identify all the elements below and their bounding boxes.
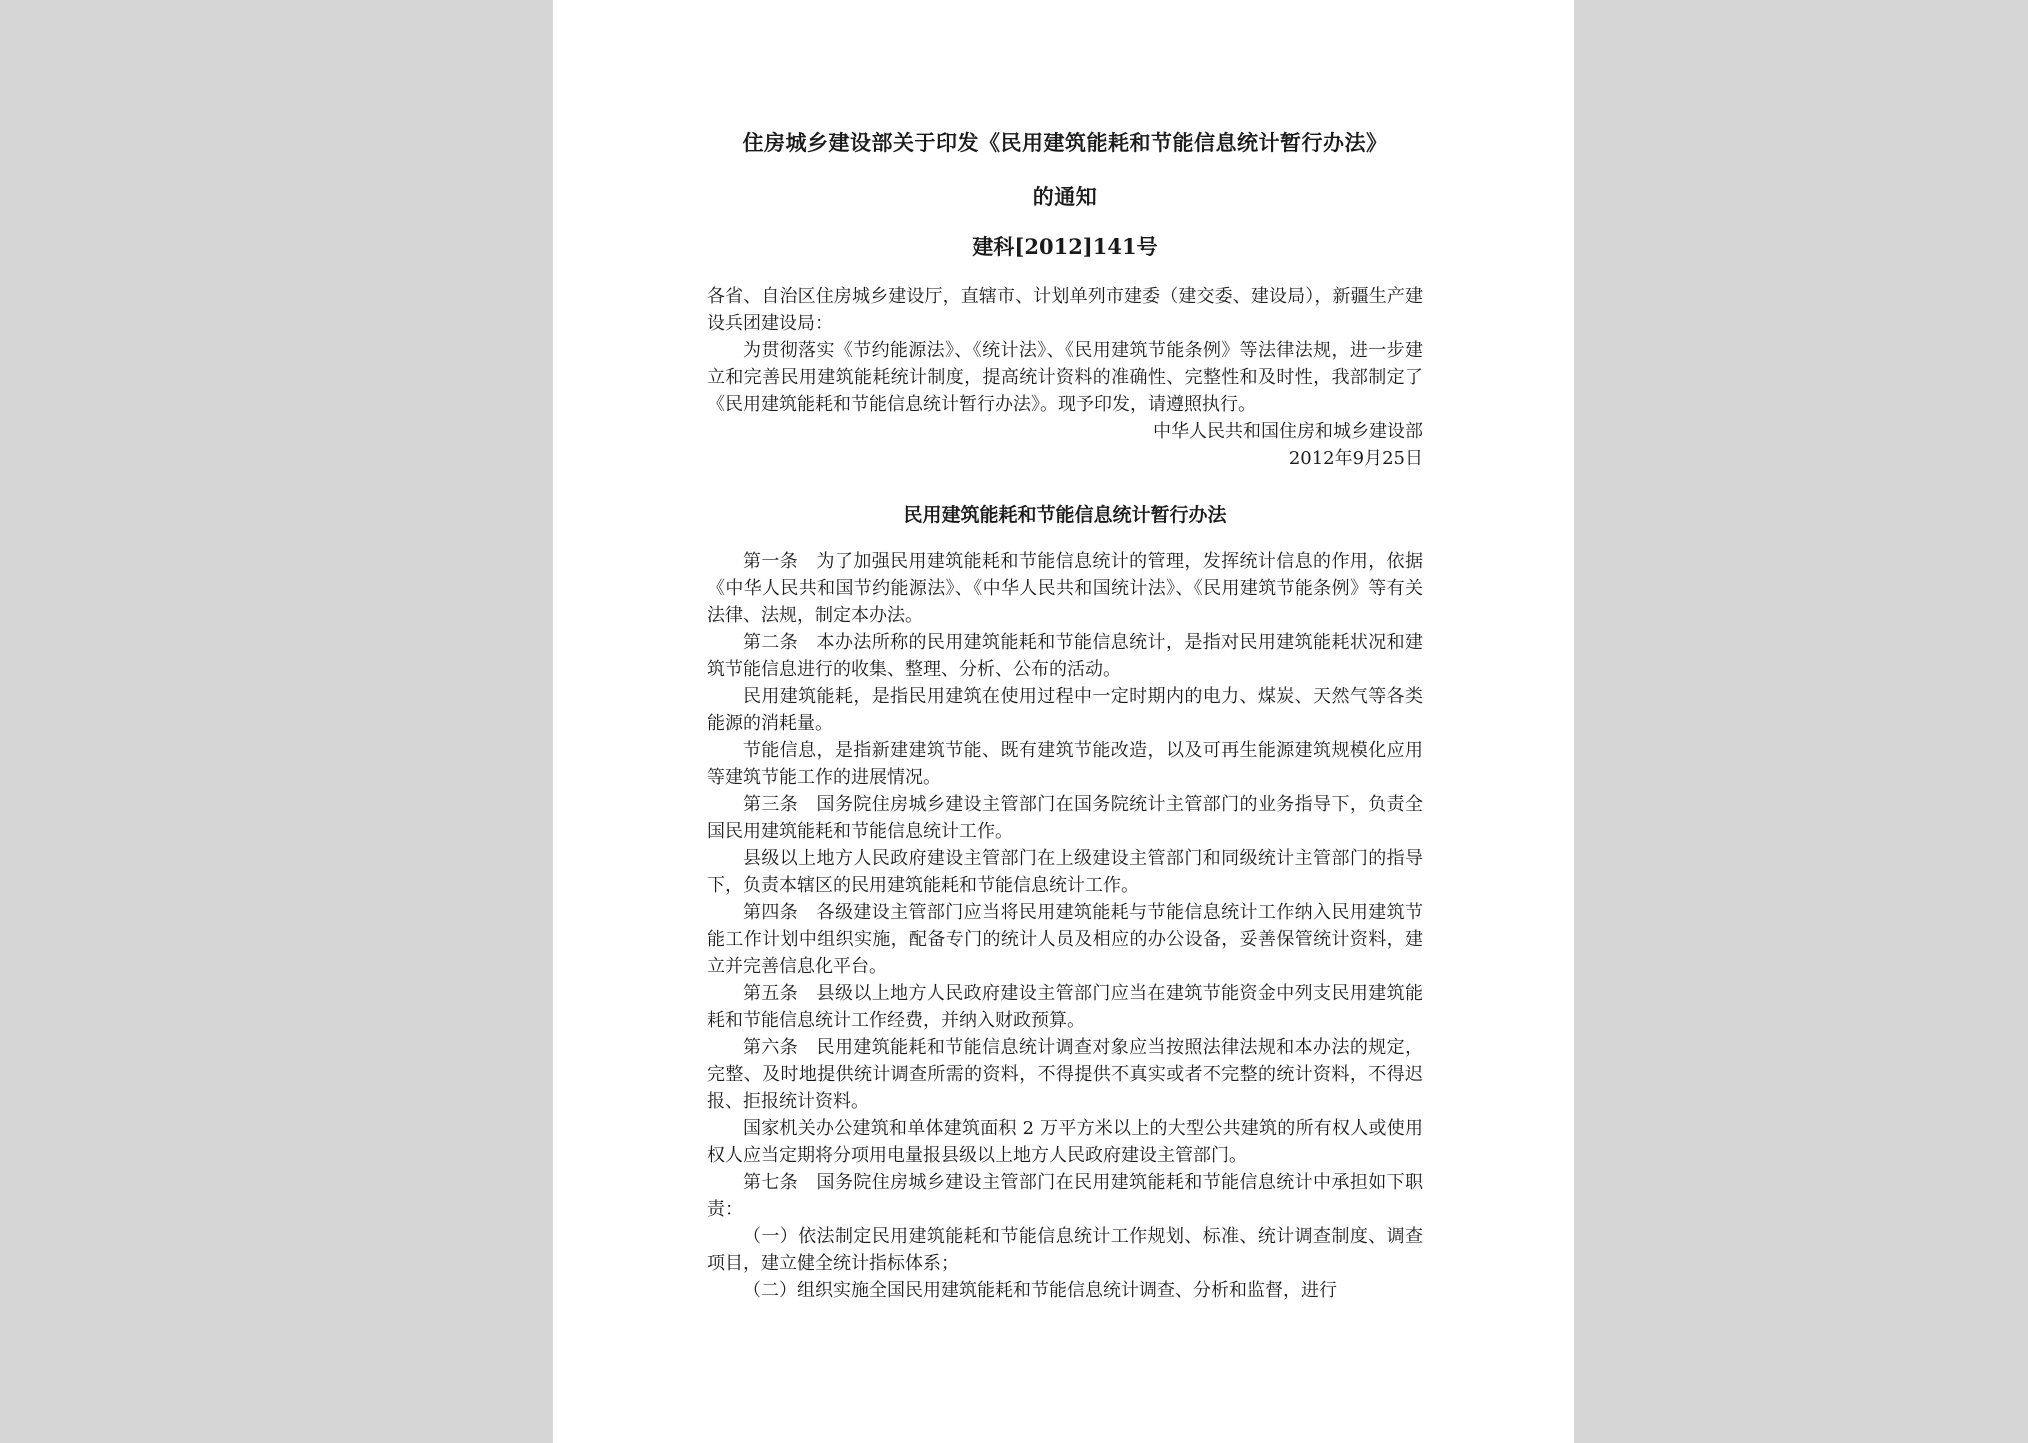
measures-paragraph: 第七条 国务院住房城乡建设主管部门在民用建筑能耗和节能信息统计中承担如下职责： xyxy=(707,1172,1423,1220)
measures-paragraph: 国家机关办公建筑和单体建筑面积 2 万平方米以上的大型公共建筑的所有权人或使用权人应当定期将分项用电量报县级以上地方人民政府建设主管部门。 xyxy=(707,1118,1423,1166)
issue-date: 2012年9月25日 xyxy=(1288,448,1423,469)
measures-paragraph: 第五条 县级以上地方人民政府建设主管部门应当在建筑节能资金中列支民用建筑能耗和节能信息统计工作经费，并纳入财政预算。 xyxy=(707,983,1423,1031)
document-page xyxy=(553,0,1574,1443)
measures-paragraph: 县级以上地方人民政府建设主管部门在上级建设主管部门和同级统计主管部门的指导下，负责本辖区的民用建筑能耗和节能信息统计工作。 xyxy=(707,848,1423,896)
notice-body: 为贯彻落实《节约能源法》、《统计法》、《民用建筑节能条例》等法律法规，进一步建立和完善民用建筑能耗统计制度，提高统计资料的准确性、完整性和及时性，我部制定了《民用建筑能耗和节能信息统计暂行办法》。现予印发，请遵照执行。 xyxy=(707,340,1423,415)
notice-title-line1: 住房城乡建设部关于印发《民用建筑能耗和节能信息统计暂行办法》 xyxy=(742,130,1388,155)
document-number: 建科[2012]141号 xyxy=(972,234,1158,259)
addressee: 各省、自治区住房城乡建设厅，直辖市、计划单列市建委（建交委、建设局），新疆生产建设兵团建设局： xyxy=(707,286,1423,334)
measures-paragraph: 第六条 民用建筑能耗和节能信息统计调查对象应当按照法律法规和本办法的规定，完整、及时地提供统计调查所需的资料，不得提供不真实或者不完整的统计资料，不得迟报、拒报统计资料。 xyxy=(707,1037,1423,1112)
measures-paragraph: 节能信息，是指新建建筑节能、既有建筑节能改造，以及可再生能源建筑规模化应用等建筑节能工作的进展情况。 xyxy=(707,740,1423,788)
measures-paragraph: （二）组织实施全国民用建筑能耗和节能信息统计调查、分析和监督，进行 xyxy=(743,1280,1337,1301)
measures-paragraph: 第二条 本办法所称的民用建筑能耗和节能信息统计，是指对民用建筑能耗状况和建筑节能信息进行的收集、整理、分析、公布的活动。 xyxy=(707,632,1423,680)
notice-title-line2: 的通知 xyxy=(1032,184,1098,209)
issuer: 中华人民共和国住房和城乡建设部 xyxy=(1153,421,1423,442)
measures-paragraph: 第一条 为了加强民用建筑能耗和节能信息统计的管理，发挥统计信息的作用，依据《中华人民共和国节约能源法》、《中华人民共和国统计法》、《民用建筑节能条例》等有关法律、法规，制定本办法。 xyxy=(707,551,1423,626)
measures-paragraph: （一）依法制定民用建筑能耗和节能信息统计工作规划、标准、统计调查制度、调查项目，建立健全统计指标体系； xyxy=(707,1226,1423,1274)
measures-paragraph: 第三条 国务院住房城乡建设主管部门在国务院统计主管部门的业务指导下，负责全国民用建筑能耗和节能信息统计工作。 xyxy=(707,794,1423,842)
measures-title: 民用建筑能耗和节能信息统计暂行办法 xyxy=(903,504,1227,526)
document-content xyxy=(707,128,1423,1304)
measures-paragraph: 第四条 各级建设主管部门应当将民用建筑能耗与节能信息统计工作纳入民用建筑节能工作计划中组织实施，配备专门的统计人员及相应的办公设备，妥善保管统计资料，建立并完善信息化平台。 xyxy=(707,902,1423,977)
measures-paragraph: 民用建筑能耗，是指民用建筑在使用过程中一定时期内的电力、煤炭、天然气等各类能源的消耗量。 xyxy=(707,686,1423,734)
